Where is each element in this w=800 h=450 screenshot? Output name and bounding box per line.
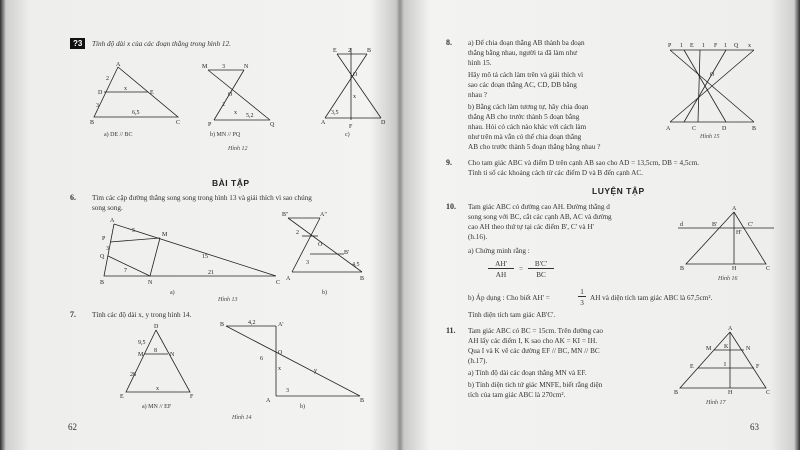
- svg-text:F: F: [714, 43, 718, 49]
- svg-text:3: 3: [286, 388, 289, 394]
- fig17-caption: Hình 17: [706, 400, 726, 406]
- exercise-10-line: a) Chứng minh rằng :: [468, 247, 530, 255]
- fig15-caption: Hình 15: [700, 134, 720, 140]
- svg-text:H': H': [736, 230, 742, 236]
- svg-text:C: C: [176, 120, 181, 126]
- fig16-caption: Hình 16: [718, 276, 738, 282]
- svg-text:C: C: [692, 126, 697, 132]
- svg-text:B": B": [282, 212, 289, 218]
- svg-text:A: A: [266, 398, 271, 404]
- exercise-8-line: thẳng AB cho trước thành 5 đoạn bằng: [468, 113, 580, 121]
- exercise-10-line: Tam giác ABC có đường cao AH. Đường thẳng d: [468, 203, 610, 211]
- svg-text:7: 7: [124, 268, 127, 274]
- svg-text:E: E: [690, 364, 694, 370]
- svg-text:x: x: [124, 86, 127, 92]
- figure-12c: [315, 48, 390, 130]
- svg-text:E: E: [690, 43, 694, 49]
- svg-text:8: 8: [154, 348, 157, 354]
- exercise-8-line: sao các đoạn thẳng AC, CD, DB bằng: [468, 81, 577, 89]
- svg-text:x: x: [278, 366, 281, 372]
- svg-text:28: 28: [130, 372, 136, 378]
- svg-text:C: C: [276, 280, 281, 286]
- svg-text:3: 3: [222, 64, 225, 70]
- exercise-8-number: 8.: [446, 38, 452, 47]
- exercise-10-line: song song với BC, cắt các cạnh AB, AC và đường: [468, 213, 612, 221]
- svg-text:5,2: 5,2: [246, 113, 254, 119]
- exercise-73-badge: ?3: [70, 38, 85, 49]
- section-title-luyen-tap: LUYỆN TẬP: [592, 186, 645, 196]
- svg-text:3,5: 3,5: [331, 110, 339, 116]
- svg-text:15: 15: [202, 254, 208, 260]
- fig14b-caption: b): [300, 404, 305, 410]
- svg-text:D: D: [98, 90, 103, 96]
- svg-text:O: O: [278, 350, 283, 356]
- exercise-10-part-b-2: AH và diện tích tam giác ABC là 67,5cm².: [590, 294, 713, 302]
- exercise-8-line: thẳng bằng nhau, người ta đã làm như: [468, 49, 577, 57]
- svg-text:O: O: [318, 242, 323, 248]
- exercise-11-line: Tam giác ABC có BC = 15cm. Trên đường cao: [468, 327, 604, 335]
- exercise-11-number: 11.: [446, 326, 456, 335]
- svg-text:3: 3: [106, 246, 109, 252]
- left-page-number: 62: [68, 422, 77, 432]
- section-title-bai-tap: BÀI TẬP: [212, 178, 250, 188]
- figure-13b: [282, 214, 372, 284]
- svg-text:Q: Q: [734, 43, 739, 49]
- svg-text:O: O: [710, 72, 715, 78]
- exercise-8-line: hình 15.: [468, 59, 492, 67]
- svg-text:O: O: [353, 72, 358, 78]
- exercise-11-line: Qua I và K vẽ các đường EF // BC, MN // BC: [468, 347, 600, 355]
- svg-text:F: F: [190, 394, 194, 400]
- exercise-10-number: 10.: [446, 202, 456, 211]
- svg-text:A: A: [666, 126, 671, 132]
- svg-text:F: F: [349, 124, 353, 130]
- svg-text:Q: Q: [270, 122, 275, 128]
- svg-text:B: B: [360, 398, 365, 404]
- svg-text:Q: Q: [100, 254, 105, 260]
- svg-text:1: 1: [724, 43, 727, 49]
- exercise-8-line: a) Để chia đoạn thẳng AB thành ba đoạn: [468, 39, 585, 47]
- svg-text:D: D: [381, 120, 386, 126]
- svg-text:B: B: [680, 266, 685, 272]
- figure-12b: [200, 62, 280, 127]
- fig13b-caption: b): [322, 290, 327, 296]
- svg-text:N: N: [170, 352, 175, 358]
- frac-one: 1: [578, 288, 586, 297]
- frac-bc: BC: [536, 271, 546, 279]
- svg-text:A: A: [110, 218, 115, 224]
- svg-text:B: B: [674, 390, 679, 396]
- exercise-7-number: 7.: [70, 310, 76, 319]
- svg-text:5: 5: [132, 228, 135, 234]
- exercise-9-line-1: Cho tam giác ABC và điểm D trên cạnh AB sao cho AD = 13,5cm, DB = 4,5cm.: [468, 159, 700, 167]
- svg-text:I: I: [724, 362, 726, 368]
- svg-text:N: N: [746, 346, 751, 352]
- svg-text:A: A: [116, 62, 121, 68]
- svg-text:4,5: 4,5: [352, 262, 360, 268]
- figure-14b: [220, 320, 366, 404]
- svg-text:9,5: 9,5: [138, 340, 146, 346]
- exercise-10-part-b-3: Tính diện tích tam giác AB'C'.: [468, 311, 556, 319]
- svg-text:B: B: [220, 322, 225, 328]
- exercise-6-text-2: song song.: [92, 204, 123, 212]
- exercise-73-text: Tính độ dài x của các đoạn thẳng trong hình 12.: [92, 40, 231, 48]
- frac-equals: =: [518, 265, 524, 273]
- figure-17: [674, 328, 774, 394]
- right-page: [400, 0, 800, 450]
- right-page-number: 63: [750, 422, 759, 432]
- svg-text:E: E: [333, 48, 337, 54]
- fig13a-caption: a): [170, 290, 175, 296]
- svg-text:H: H: [728, 390, 733, 396]
- svg-text:3: 3: [306, 260, 309, 266]
- svg-text:1: 1: [680, 43, 683, 49]
- svg-text:2: 2: [296, 230, 299, 236]
- svg-text:B': B': [712, 222, 718, 228]
- svg-text:2: 2: [106, 76, 109, 82]
- exercise-6-number: 6.: [70, 193, 76, 202]
- svg-text:M: M: [706, 346, 712, 352]
- exercise-8-line: nhau ?: [468, 91, 487, 99]
- frac-bc-prime: B'C': [528, 260, 554, 269]
- svg-text:2: 2: [348, 48, 351, 54]
- svg-text:A: A: [728, 326, 733, 332]
- frac-ah-prime: AH': [488, 260, 514, 269]
- exercise-8-line: như trên mà vẫn có thể chia đoạn thẳng: [468, 133, 582, 141]
- svg-text:C: C: [766, 390, 771, 396]
- fig14a-caption: a) MN // EF: [142, 404, 172, 410]
- fig14-caption: Hình 14: [232, 415, 252, 421]
- svg-text:A': A': [278, 322, 284, 328]
- svg-text:B: B: [752, 126, 757, 132]
- frac-three: 3: [580, 299, 584, 307]
- fig12c-caption: c): [345, 132, 350, 138]
- svg-text:6: 6: [260, 356, 263, 362]
- svg-text:x: x: [748, 43, 751, 49]
- svg-text:y: y: [314, 368, 317, 374]
- svg-text:N: N: [148, 280, 153, 286]
- svg-text:x: x: [234, 110, 237, 116]
- exercise-10-part-b-1: b) Áp dụng : Cho biết AH' =: [468, 294, 550, 302]
- svg-text:B: B: [360, 276, 365, 282]
- svg-text:B: B: [100, 280, 105, 286]
- svg-text:K: K: [724, 344, 729, 350]
- exercise-8-line: Hãy mô tả cách làm trên và giải thích vì: [468, 71, 584, 79]
- exercise-11-line: tích của tam giác ABC là 270cm².: [468, 391, 566, 399]
- exercise-11-line: a) Tính độ dài các đoạn thẳng MN và EF.: [468, 369, 587, 377]
- svg-text:4,2: 4,2: [248, 320, 256, 326]
- svg-text:D: D: [722, 126, 727, 132]
- svg-text:B: B: [90, 120, 95, 126]
- exercise-11-line: AH lấy các điểm I, K sao cho AK = KI = IH.: [468, 337, 598, 345]
- figure-15: [662, 42, 762, 130]
- exercise-9-line-2: Tính tỉ số các khoảng cách từ các điểm D và B đến cạnh AC.: [468, 169, 643, 177]
- svg-text:A": A": [320, 212, 327, 218]
- figure-13a: [100, 218, 280, 288]
- svg-text:B: B: [367, 48, 372, 54]
- svg-text:E: E: [150, 90, 154, 96]
- svg-text:2: 2: [222, 102, 225, 108]
- exercise-10-line: (h.16).: [468, 233, 488, 241]
- exercise-7-text: Tính các độ dài x, y trong hình 14.: [92, 311, 192, 319]
- exercise-9-number: 9.: [446, 158, 452, 167]
- svg-text:O: O: [228, 92, 233, 98]
- exercise-6-text-1: Tìm các cặp đường thẳng song song trong hình 13 và giải thích vì sao chúng: [92, 194, 312, 202]
- figure-16: [678, 206, 774, 270]
- svg-text:P: P: [208, 122, 212, 128]
- svg-text:B': B': [344, 250, 350, 256]
- exercise-8-line: nhau. Hỏi có cách nào khác với cách làm: [468, 123, 587, 131]
- exercise-8-line: AB cho trước thành 5 đoạn thẳng bằng nhau ?: [468, 143, 601, 151]
- svg-text:x: x: [353, 94, 356, 100]
- svg-text:A: A: [286, 276, 291, 282]
- exercise-11-line: b) Tính diện tích tứ giác MNFE, biết rằng diện: [468, 381, 603, 389]
- svg-text:H: H: [732, 266, 737, 272]
- svg-text:C': C': [748, 222, 754, 228]
- svg-text:1: 1: [702, 43, 705, 49]
- svg-text:E: E: [120, 394, 124, 400]
- exercise-11-line: (h.17).: [468, 357, 488, 365]
- figure-12a: [90, 62, 185, 127]
- svg-text:A: A: [321, 120, 326, 126]
- frac-ah: AH: [495, 271, 507, 279]
- svg-text:C: C: [766, 266, 771, 272]
- svg-text:F: F: [756, 364, 760, 370]
- fig12-caption: Hình 12: [228, 146, 248, 152]
- svg-text:N: N: [244, 64, 249, 70]
- svg-text:A: A: [732, 206, 737, 212]
- svg-text:d: d: [680, 222, 683, 228]
- svg-text:3: 3: [96, 103, 99, 109]
- svg-text:M: M: [162, 232, 168, 238]
- svg-text:x: x: [156, 386, 159, 392]
- exercise-8-line: b) Bằng cách làm tương tự, hãy chia đoạn: [468, 103, 589, 111]
- svg-text:P: P: [668, 43, 672, 49]
- svg-text:M: M: [202, 64, 208, 70]
- fig12b-caption: b) MN // PQ: [210, 132, 241, 138]
- svg-text:6,5: 6,5: [132, 110, 140, 116]
- svg-text:21: 21: [208, 270, 214, 276]
- exercise-10-line: cao AH theo thứ tự tại các điểm B', C' và H': [468, 223, 594, 231]
- svg-text:M: M: [138, 352, 144, 358]
- svg-text:D: D: [154, 324, 159, 330]
- svg-text:P: P: [102, 236, 106, 242]
- fig12a-caption: a) DE // BC: [104, 132, 133, 138]
- fig13-caption: Hình 13: [218, 297, 238, 303]
- figure-14a: [118, 326, 198, 398]
